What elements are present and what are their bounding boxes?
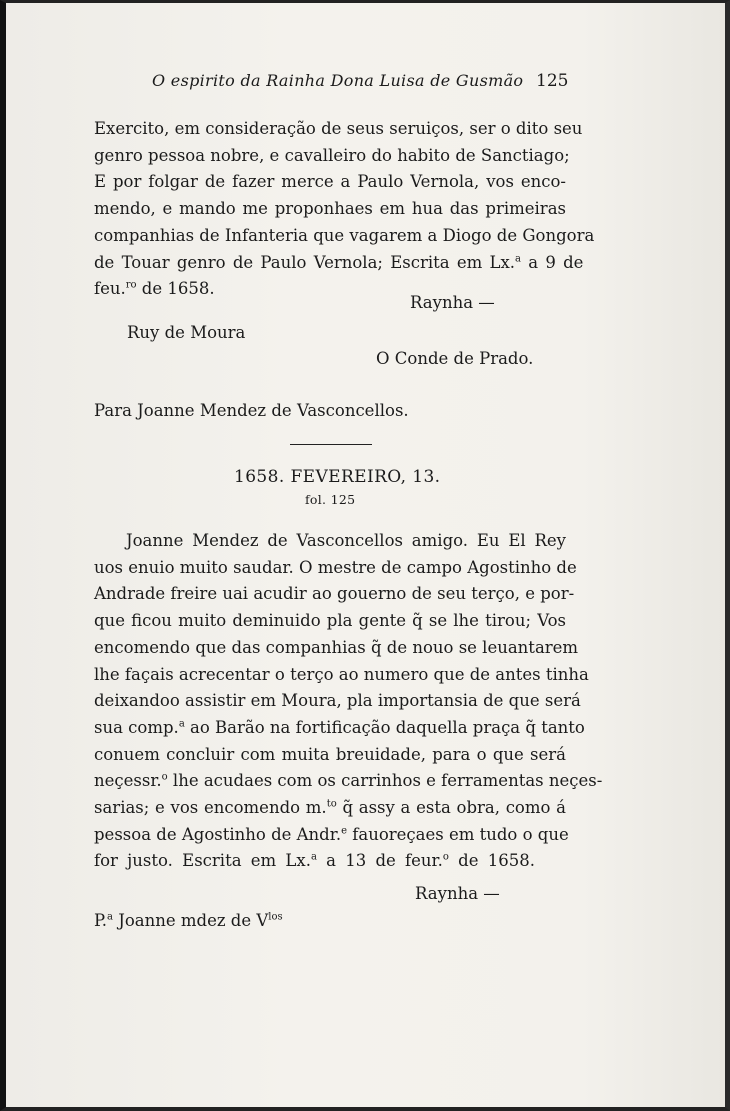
text-line: conuem concluir com muita breuidade, para o que será [94, 744, 566, 764]
text-line: que ficou muito deminuido pla gente q̃ se lhe tirou; Vos [94, 611, 566, 631]
text-line: sua comp.$^a$ ao Barão na fortificação daquella praça q̃ tanto [94, 717, 585, 737]
text-line: Andrade freire uai acudir ao gouerno de seu terço, e por- [94, 584, 575, 604]
folio-reference: fol. 125 [305, 492, 356, 507]
text-line: for justo. Escrita em Lx.$^a$ a 13 de feur.$^o$ de 1658. [94, 851, 535, 871]
signature-conde-de-prado: O Conde de Prado. [376, 349, 534, 368]
addressee-line-2: P.$^a$ Joanne mdez de $V^{los}$ [94, 911, 283, 930]
signature-ruy-de-moura: Ruy de Moura [127, 323, 246, 342]
letter1-body [94, 116, 595, 303]
text-line: feu.$^{ro}$ de 1658. [94, 279, 215, 299]
text-line: mendo, e mando me proponhaes em hua das primeiras [94, 199, 566, 219]
text-line: de Touar genro de Paulo Vernola; Escrita em Lx.$^a$ a 9 de [94, 252, 584, 272]
addressee-line: Para Joanne Mendez de Vasconcellos. [94, 401, 409, 420]
text-line: genro pessoa nobre, e cavalleiro do habito de Sanctiago; [94, 145, 570, 165]
signature-raynha: Raynha — [410, 293, 495, 312]
text-line: deixandoo assistir em Moura, pla importansia de que será [94, 691, 581, 711]
text-line: lhe façais acrecentar o terço ao numero que de antes tinha [94, 664, 589, 684]
text-line: neçessr.$^o$ lhe acudaes com os carrinhos e ferramentas neçes- [94, 771, 603, 791]
text-line: sarias; e vos encomendo m.$^{to}$ q̃ assy a esta obra, como á [94, 798, 567, 818]
text-line: E por folgar de fazer merce a Paulo Vernola, vos enco- [94, 172, 566, 192]
text-line: uos enuio muito saudar. O mestre de campo Agostinho de [94, 557, 577, 577]
text-line: companhias de Infanteria que vagarem a Diogo de Gongora [94, 225, 595, 245]
text-line: pessoa de Agostinho de Andr.$^e$ fauoreçaes em tudo o que [94, 824, 569, 844]
page-number: 125 [536, 71, 569, 91]
letter-date-heading: 1658. FEVEREIRO, 13. [234, 467, 441, 487]
signature-raynha-2: Raynha — [415, 884, 500, 903]
text-line: encomendo que das companhias q̃ de nouo se leuantarem [94, 637, 579, 657]
text-line: Joanne Mendez de Vasconcellos amigo. Eu El Rey [126, 531, 566, 550]
section-divider [290, 444, 372, 445]
running-header: O espirito da Rainha Dona Luisa de Gusmão [152, 71, 524, 90]
letter2-body [94, 528, 603, 875]
text-line: Exercito, em consideração de seus seruiços, ser o dito seu [94, 119, 583, 138]
